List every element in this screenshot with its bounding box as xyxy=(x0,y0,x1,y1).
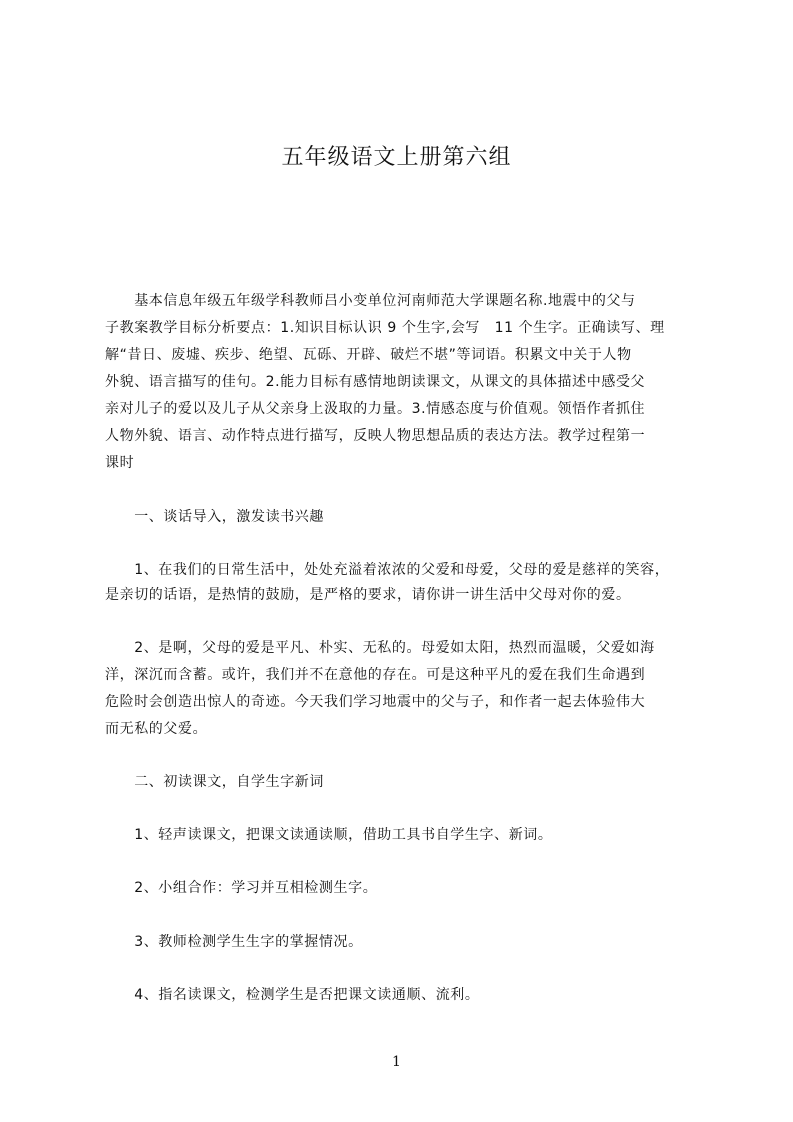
intro-line: 外貌、语言描写的佳句。2.能力目标有感情地朗读课文，从课文的具体描述中感受父 xyxy=(105,374,646,390)
list-item: 4、指名读课文，检测学生是否把课文读通顺、流利。 xyxy=(105,987,480,1003)
document-title: 五年级语文上册第六组 xyxy=(281,145,512,170)
intro-line: 基本信息年级五年级学科教师吕小变单位河南师范大学课题名称.地震中的父与 xyxy=(105,293,636,309)
paragraph-line: 危险时会创造出惊人的奇迹。今天我们学习地震中的父与子，和作者一起去体验伟大 xyxy=(105,694,646,710)
section-heading: 一、谈话导入，激发读书兴趣 xyxy=(105,509,324,525)
list-item: 3、教师检测学生生字的掌握情况。 xyxy=(105,934,363,950)
list-item: 1、轻声读课文，把课文读通读顺，借助工具书自学生字、新词。 xyxy=(105,827,553,843)
intro-line: 人物外貌、语言、动作特点进行描写，反映人物思想品质的表达方法。教学过程第一 xyxy=(105,428,646,444)
page-number: 1 xyxy=(392,1054,401,1070)
intro-line: 子教案教学目标分析要点：1.知识目标认识 9 个生字,会写 11 个生字。正确读写、理 xyxy=(105,320,665,336)
intro-line: 课时 xyxy=(105,455,135,471)
paragraph-line: 是亲切的话语，是热情的鼓励，是严格的要求，请你讲一讲生活中父母对你的爱。 xyxy=(105,587,631,603)
paragraph-line: 洋，深沉而含蓄。或许，我们并不在意他的存在。可是这种平凡的爱在我们生命遇到 xyxy=(105,667,646,683)
section-heading: 二、初读课文，自学生字新词 xyxy=(105,774,324,790)
paragraph-line: 2、是啊，父母的爱是平凡、朴实、无私的。母爱如太阳，热烈而温暖，父爱如海 xyxy=(105,640,655,656)
list-item: 2、小组合作：学习并互相检测生字。 xyxy=(105,880,378,896)
intro-line: 亲对儿子的爱以及儿子从父亲身上汲取的力量。3.情感态度与价值观。领悟作者抓住 xyxy=(105,401,646,417)
paragraph-line: 1、在我们的日常生活中，处处充溢着浓浓的父爱和母爱，父母的爱是慈祥的笑容， xyxy=(105,562,670,578)
intro-line: 解“昔日、废墟、疾步、绝望、瓦砾、开辟、破烂不堪”等词语。积累文中关于人物 xyxy=(105,347,632,363)
paragraph-line: 而无私的父爱。 xyxy=(105,721,208,737)
